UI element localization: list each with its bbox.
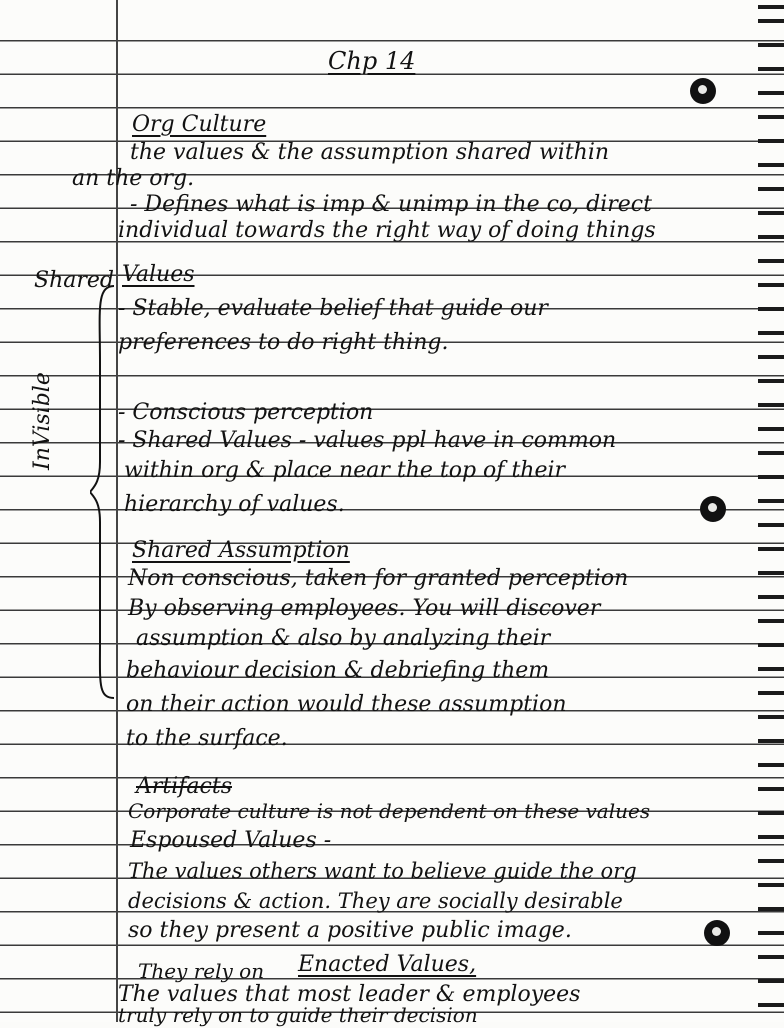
punch-hole xyxy=(690,78,716,104)
punch-hole xyxy=(700,496,726,522)
note-line: By observing employees. You will discover xyxy=(128,596,601,621)
note-line: individual towards the right way of doing things xyxy=(118,218,656,243)
punch-hole xyxy=(704,920,730,946)
note-line: preferences to do right thing. xyxy=(118,330,449,355)
note-line: behaviour decision & debriefing them xyxy=(126,658,550,683)
page-title: Chp 14 xyxy=(328,47,416,75)
note-line: - Shared Values - values ppl have in common xyxy=(118,428,617,453)
shared-assumption-heading: Shared Assumption xyxy=(132,538,350,563)
note-line: within org & place near the top of their xyxy=(124,458,566,483)
curly-brace xyxy=(90,282,120,702)
note-line: They rely on xyxy=(138,959,265,983)
shared-margin-label: Shared xyxy=(34,268,114,293)
note-line: truly rely on to guide their decision xyxy=(118,1003,478,1027)
org-culture-heading: Org Culture xyxy=(132,112,267,137)
note-line: The values that most leader & employees xyxy=(118,982,581,1007)
spiral-binding xyxy=(758,0,784,1022)
espoused-values-heading: Espoused Values - xyxy=(130,828,332,853)
note-line: decisions & action. They are socially desirable xyxy=(128,889,623,913)
enacted-values-heading: Enacted Values, xyxy=(298,952,477,977)
note-line: - Conscious perception xyxy=(118,400,374,425)
artifacts-heading: Artifacts xyxy=(136,774,232,799)
note-line: assumption & also by analyzing their xyxy=(136,626,551,651)
note-line: to the surface. xyxy=(126,726,288,751)
note-line: on their action would these assumption xyxy=(126,692,567,717)
note-line: - Defines what is imp & unimp in the co, direct xyxy=(130,192,652,217)
note-line: The values others want to believe guide the org xyxy=(128,859,637,883)
note-line: Corporate culture is not dependent on these values xyxy=(128,799,651,823)
note-line: - Stable, evaluate belief that guide our xyxy=(118,296,548,321)
note-line: so they present a positive public image. xyxy=(128,918,572,943)
note-line: hierarchy of values. xyxy=(124,492,345,517)
note-line: Non conscious, taken for granted perception xyxy=(128,566,629,591)
shared-values-heading: Values xyxy=(122,262,195,287)
note-line: an the org. xyxy=(72,166,195,191)
invisible-margin-label: InVisible xyxy=(30,372,55,470)
note-line: the values & the assumption shared within xyxy=(130,140,610,165)
